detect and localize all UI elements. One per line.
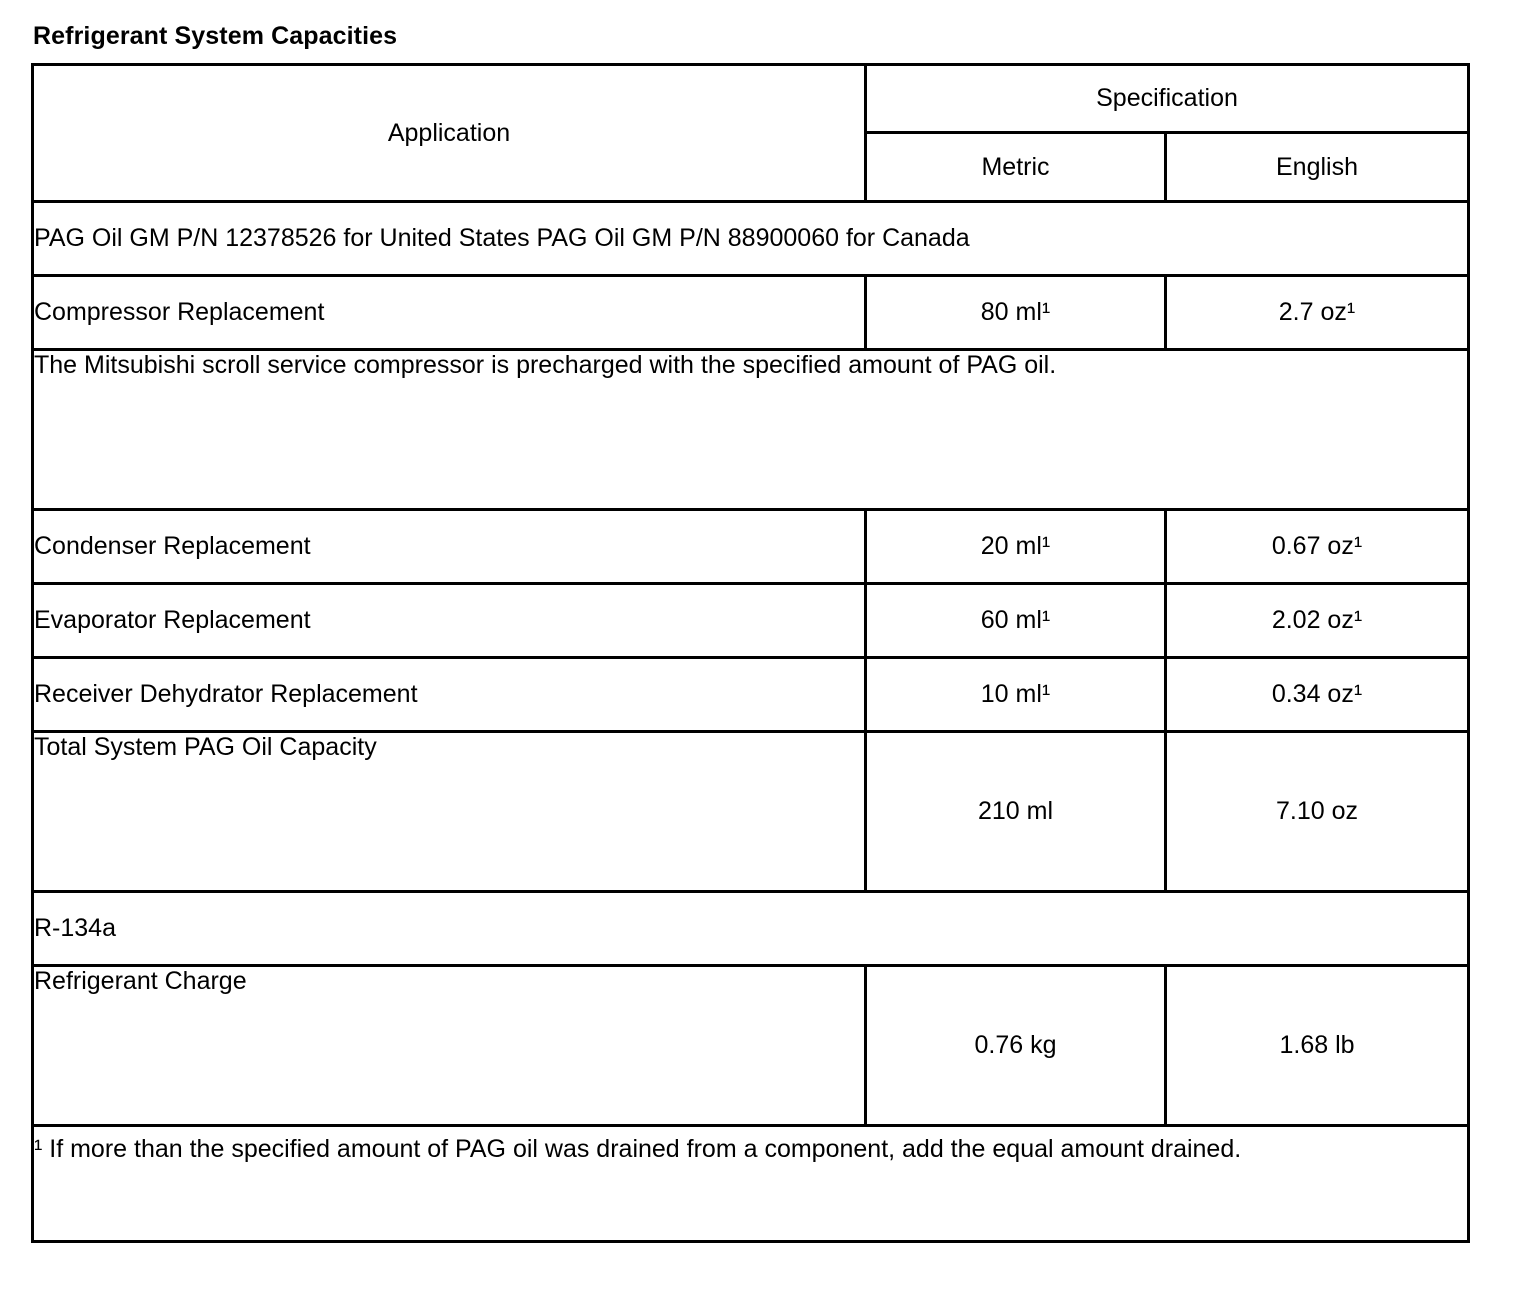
row-label: Total System PAG Oil Capacity <box>33 732 866 892</box>
row-metric-value: 20 ml¹ <box>866 510 1166 584</box>
row-label: Condenser Replacement <box>33 510 866 584</box>
table-row <box>33 202 1469 276</box>
table-row <box>33 510 1469 584</box>
row-english-value: 2.7 oz¹ <box>1166 276 1469 350</box>
row-english-value: 0.67 oz¹ <box>1166 510 1469 584</box>
header-specification: Specification <box>866 65 1469 133</box>
row-metric-value: 0.76 kg <box>866 966 1166 1126</box>
page-title: Refrigerant System Capacities <box>33 22 398 50</box>
row-label: Compressor Replacement <box>33 276 866 350</box>
refrigerant-type: R-134a <box>33 892 1469 966</box>
table-row <box>33 892 1469 966</box>
mitsubishi-note: The Mitsubishi scroll service compressor is precharged with the specified amount of PAG oil. <box>33 350 1469 510</box>
row-label: Receiver Dehydrator Replacement <box>33 658 866 732</box>
table-header-row <box>33 65 1469 133</box>
table-row <box>33 350 1469 510</box>
row-label: Refrigerant Charge <box>33 966 866 1126</box>
header-metric: Metric <box>866 133 1166 202</box>
row-metric-value: 10 ml¹ <box>866 658 1166 732</box>
row-metric-value: 210 ml <box>866 732 1166 892</box>
table-row <box>33 966 1469 1126</box>
table-row <box>33 276 1469 350</box>
header-application: Application <box>33 65 866 202</box>
footnote <box>33 1126 1469 1242</box>
table-row <box>33 658 1469 732</box>
header-english: English <box>1166 133 1469 202</box>
table-row <box>33 584 1469 658</box>
capacities-table <box>31 63 1470 1243</box>
row-english-value: 0.34 oz¹ <box>1166 658 1469 732</box>
table-row <box>33 732 1469 892</box>
row-english-value: 2.02 oz¹ <box>1166 584 1469 658</box>
pag-oil-part-note: PAG Oil GM P/N 12378526 for United States PAG Oil GM P/N 88900060 for Canada <box>33 202 1469 276</box>
footnote-text: ¹ If more than the specified amount of PAG oil was drained from a component, add the equal amount drained. <box>34 1135 1242 1163</box>
row-label: Evaporator Replacement <box>33 584 866 658</box>
row-metric-value: 80 ml¹ <box>866 276 1166 350</box>
row-metric-value: 60 ml¹ <box>866 584 1166 658</box>
row-english-value: 7.10 oz <box>1166 732 1469 892</box>
row-english-value: 1.68 lb <box>1166 966 1469 1126</box>
table-row <box>33 1126 1469 1242</box>
